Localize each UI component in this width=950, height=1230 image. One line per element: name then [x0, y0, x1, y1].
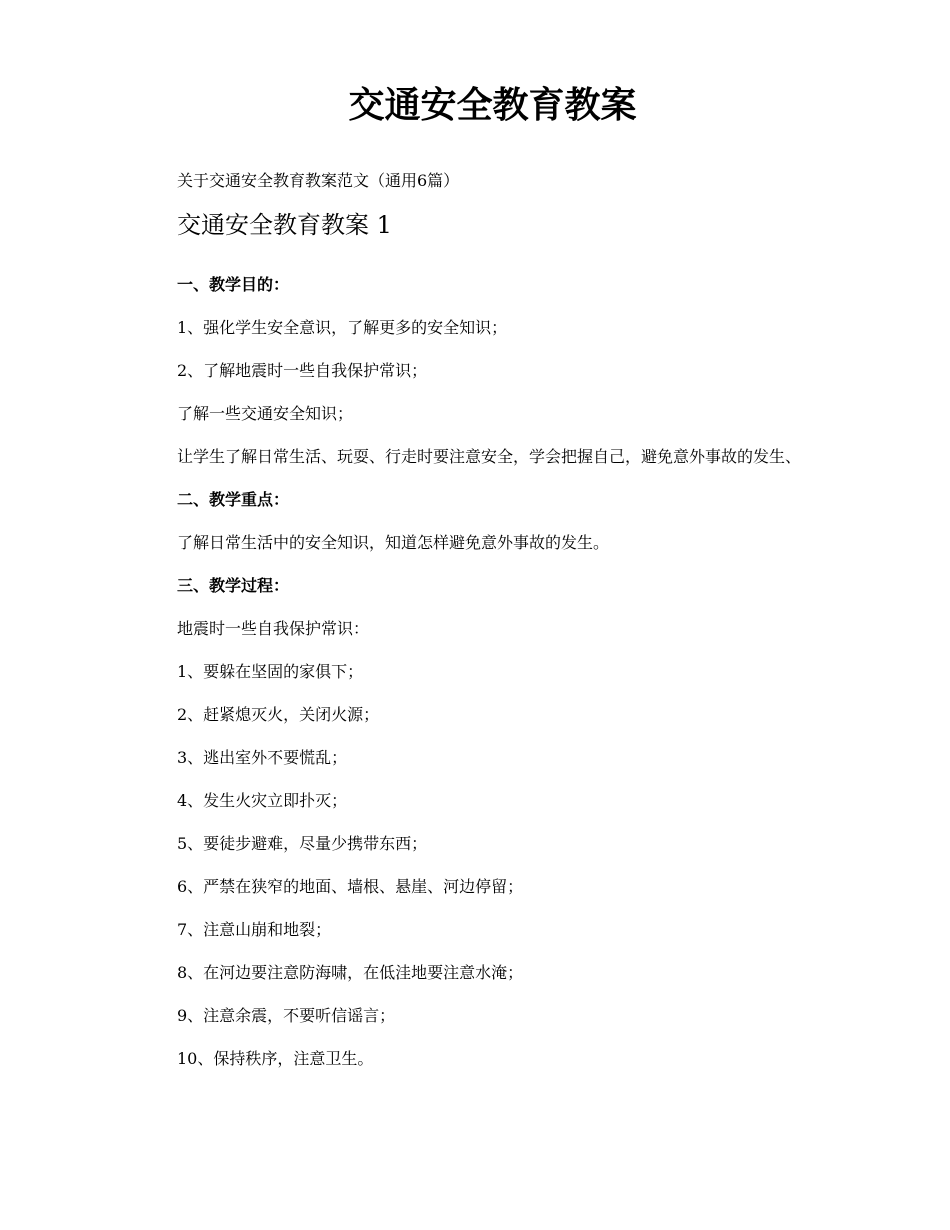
- heading-teaching-goals: 一、教学目的：: [177, 275, 290, 294]
- list-item: 7、注意山崩和地裂；: [177, 920, 332, 939]
- section-heading: 交通安全教育教案 1: [177, 211, 392, 239]
- list-item: 3、逃出室外不要慌乱；: [177, 748, 348, 767]
- document-body: [141, 170, 813, 1091]
- list-item: 1、要躲在坚固的家俱下；: [177, 662, 364, 681]
- paragraph: 2、了解地震时一些自我保护常识；: [177, 361, 428, 380]
- heading-key-points: 二、教学重点：: [177, 490, 290, 509]
- list-item: 9、注意余震，不要听信谣言；: [177, 1006, 396, 1025]
- list-item: 2、赶紧熄灭火，关闭火源；: [177, 705, 380, 724]
- document-title: 交通安全教育教案: [348, 84, 637, 126]
- list-item: 4、发生火灾立即扑灭；: [177, 791, 348, 810]
- heading-teaching-process: 三、教学过程：: [177, 576, 290, 595]
- paragraph: 地震时一些自我保护常识：: [177, 619, 370, 638]
- list-item: 6、严禁在狭窄的地面、墙根、悬崖、河边停留；: [177, 877, 524, 896]
- paragraph: 了解日常生活中的安全知识，知道怎样避免意外事故的发生。: [177, 533, 610, 552]
- document-subtitle: 关于交通安全教育教案范文（通用6篇）: [177, 171, 460, 190]
- list-item: 5、要徒步避难，尽量少携带东西；: [177, 834, 428, 853]
- list-item: 8、在河边要注意防海啸，在低洼地要注意水淹；: [177, 963, 524, 982]
- paragraph: 让学生了解日常生活、玩耍、行走时要注意安全，学会把握自己，避免意外事故的发生、: [177, 447, 802, 466]
- paragraph: 了解一些交通安全知识；: [177, 404, 354, 423]
- paragraph: 1、强化学生安全意识，了解更多的安全知识；: [177, 318, 508, 337]
- list-item: 10、保持秩序，注意卫生。: [177, 1049, 374, 1068]
